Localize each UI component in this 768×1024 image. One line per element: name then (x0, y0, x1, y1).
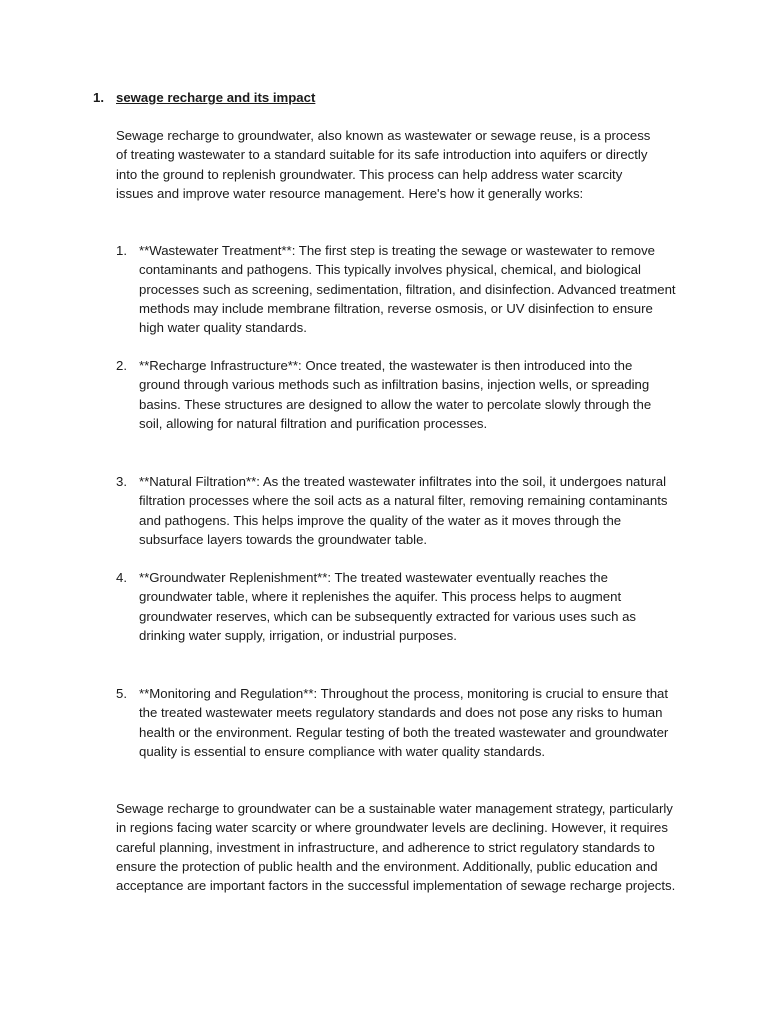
list-item-wastewater-treatment (116, 241, 676, 337)
list-item-number: 5. (116, 686, 127, 701)
list-item-text: **Wastewater Treatment**: The first step is treating the sewage or wastewater to remove contaminants and pathogens. This typically involves physical, chemical, and biological processes such as screening, sedimentation, filtration, and disinfection. Advanced treatment methods may include membrane filtration, reverse osmosis, or UV disinfection to ensure high water quality standards. (139, 243, 676, 336)
list-item-number: 2. (116, 358, 127, 373)
list-item-text: **Groundwater Replenishment**: The treated wastewater eventually reaches the groundwater table, where it replenishes the aquifer. This process helps to augment groundwater reserves, which can be subsequently extracted for various uses such as drinking water supply, irrigation, or industrial purposes. (139, 570, 636, 643)
list-item-groundwater-replenishment (116, 568, 676, 645)
list-item-natural-filtration (116, 472, 676, 549)
list-item-monitoring-regulation (116, 684, 676, 761)
list-item-text: **Natural Filtration**: As the treated wastewater infiltrates into the soil, it undergoes natural filtration processes where the soil acts as a natural filter, removing remaining contaminants and pathogens. This helps improve the quality of the water as it moves through the subsurface layers towards the groundwater table. (139, 474, 668, 547)
list-item-number: 3. (116, 474, 127, 489)
list-item-recharge-infrastructure (116, 356, 676, 433)
list-item-number: 1. (116, 243, 127, 258)
conclusion-paragraph: Sewage recharge to groundwater can be a sustainable water management strategy, particularly in regions facing water scarcity or where groundwater levels are declining. However, it requires careful planning, investment in infrastructure, and adherence to strict regulatory standards to ensure the protection of public health and the environment. Additionally, public education and acceptance are important factors in the successful implementation of sewage recharge projects. (116, 801, 676, 894)
list-item-text: **Monitoring and Regulation**: Throughout the process, monitoring is crucial to ensure that the treated wastewater meets regulatory standards and does not pose any risks to human health or the environment. Regular testing of both the treated wastewater and groundwater quality is essential to ensure compliance with water quality standards. (139, 686, 669, 759)
section-number: 1. (93, 90, 104, 105)
section-title: sewage recharge and its impact (116, 90, 316, 105)
intro-paragraph: Sewage recharge to groundwater, also known as wastewater or sewage reuse, is a process of treating wastewater to a standard suitable for its safe introduction into aquifers or directly into the ground to replenish groundwater. This process can help address water scarcity issues and improve water resource management. Here's how it generally works: (116, 128, 651, 201)
section-heading (93, 88, 315, 107)
list-item-number: 4. (116, 570, 127, 585)
list-item-text: **Recharge Infrastructure**: Once treated, the wastewater is then introduced into the ground through various methods such as infiltration basins, injection wells, or spreading basins. These structures are designed to allow the water to percolate slowly through the soil, allowing for natural filtration and purification processes. (139, 358, 652, 431)
